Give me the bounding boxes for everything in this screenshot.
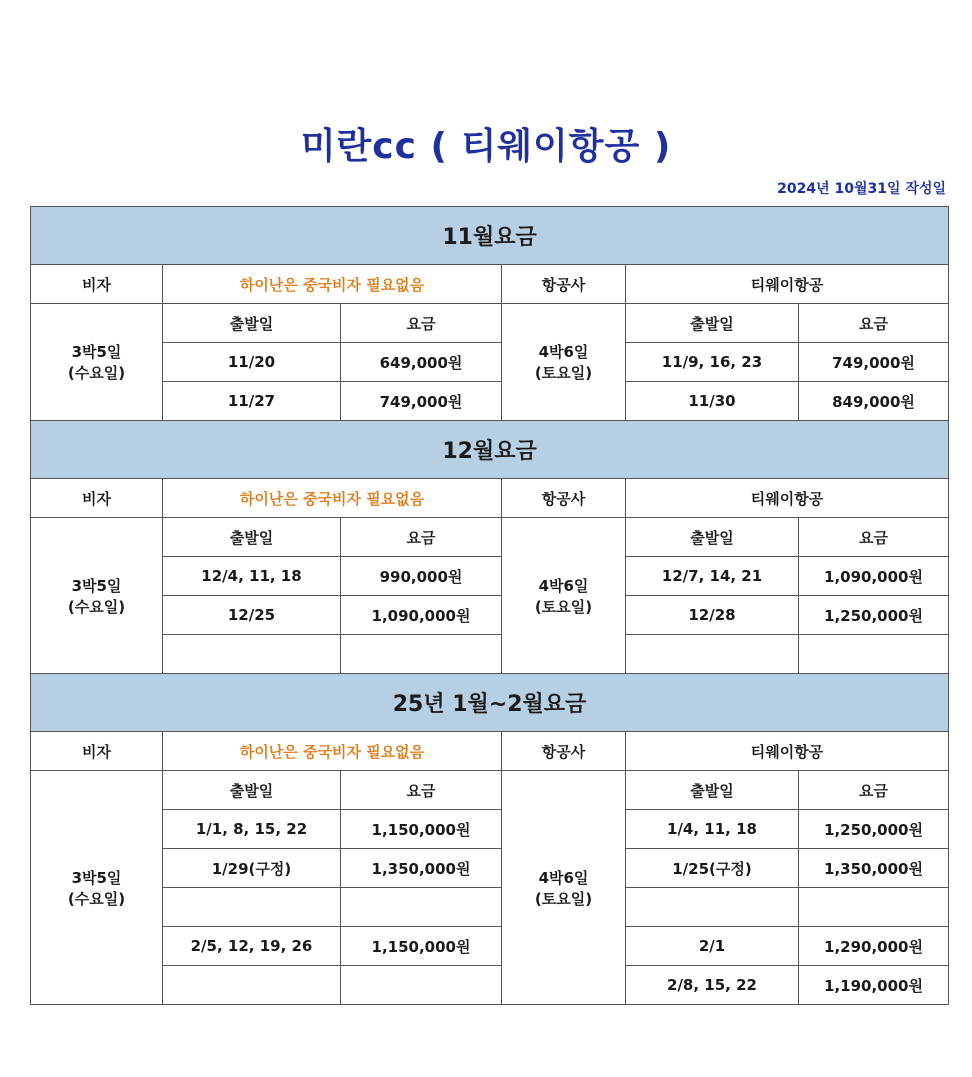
section-title: 25년 1월~2월요금 (31, 674, 949, 732)
right-fare: 1,250,000원 (799, 810, 949, 849)
left-departure-header: 출발일 (163, 518, 341, 557)
right-package: 4박6일 (토요일) (502, 518, 626, 674)
right-departure-date: 2/1 (626, 927, 799, 966)
left-fare: 990,000원 (341, 557, 502, 596)
left-departure-date (163, 888, 341, 927)
right-departure-date: 2/8, 15, 22 (626, 966, 799, 1005)
written-date: 2024년 10월31일 작성일 (777, 181, 946, 197)
left-departure-date: 2/5, 12, 19, 26 (163, 927, 341, 966)
airline-label: 항공사 (502, 479, 626, 518)
left-fare (341, 966, 502, 1005)
left-package: 3박5일 (수요일) (31, 771, 163, 1005)
right-departure-header: 출발일 (626, 518, 799, 557)
visa-note: 하이난은 중국비자 필요없음 (163, 479, 502, 518)
fare-table-body (31, 207, 949, 1005)
table-row (31, 966, 949, 1005)
right-fare-header: 요금 (799, 304, 949, 343)
left-fare: 1,090,000원 (341, 596, 502, 635)
left-fare: 1,150,000원 (341, 927, 502, 966)
visa-note: 하이난은 중국비자 필요없음 (163, 732, 502, 771)
right-departure-date: 12/28 (626, 596, 799, 635)
left-fare-header: 요금 (341, 518, 502, 557)
column-header-row (31, 771, 949, 810)
right-fare: 1,250,000원 (799, 596, 949, 635)
left-fare-header: 요금 (341, 304, 502, 343)
airline-name: 티웨이항공 (626, 265, 949, 304)
right-fare: 1,350,000원 (799, 849, 949, 888)
table-row (31, 596, 949, 635)
page-title: 미란cc ( 티웨이항공 ) (300, 126, 672, 167)
right-fare (799, 635, 949, 674)
left-departure-date (163, 635, 341, 674)
left-departure-header: 출발일 (163, 304, 341, 343)
table-row (31, 927, 949, 966)
info-row (31, 479, 949, 518)
column-header-row (31, 518, 949, 557)
table-row (31, 810, 949, 849)
left-fare (341, 635, 502, 674)
right-departure-date: 12/7, 14, 21 (626, 557, 799, 596)
right-departure-header: 출발일 (626, 771, 799, 810)
right-fare: 1,190,000원 (799, 966, 949, 1005)
section-title: 12월요금 (31, 421, 949, 479)
left-departure-date: 11/20 (163, 343, 341, 382)
left-fare: 749,000원 (341, 382, 502, 421)
right-fare: 849,000원 (799, 382, 949, 421)
left-fare: 1,350,000원 (341, 849, 502, 888)
table-row (31, 557, 949, 596)
left-fare (341, 888, 502, 927)
right-departure-date: 11/9, 16, 23 (626, 343, 799, 382)
right-fare: 1,090,000원 (799, 557, 949, 596)
right-departure-date (626, 635, 799, 674)
right-fare-header: 요금 (799, 518, 949, 557)
airline-label: 항공사 (502, 732, 626, 771)
left-departure-date: 1/1, 8, 15, 22 (163, 810, 341, 849)
section-title: 11월요금 (31, 207, 949, 265)
table-row (31, 382, 949, 421)
right-package: 4박6일 (토요일) (502, 771, 626, 1005)
right-departure-date: 1/25(구정) (626, 849, 799, 888)
left-departure-date: 1/29(구정) (163, 849, 341, 888)
visa-label: 비자 (31, 265, 163, 304)
left-fare: 1,150,000원 (341, 810, 502, 849)
right-package: 4박6일 (토요일) (502, 304, 626, 421)
left-departure-date: 12/4, 11, 18 (163, 557, 341, 596)
right-fare: 1,290,000원 (799, 927, 949, 966)
column-header-row (31, 304, 949, 343)
left-departure-date: 11/27 (163, 382, 341, 421)
right-fare-header: 요금 (799, 771, 949, 810)
section-header-row (31, 421, 949, 479)
info-row (31, 732, 949, 771)
table-row (31, 849, 949, 888)
left-departure-date (163, 966, 341, 1005)
right-departure-header: 출발일 (626, 304, 799, 343)
left-departure-date: 12/25 (163, 596, 341, 635)
visa-note: 하이난은 중국비자 필요없음 (163, 265, 502, 304)
airline-name: 티웨이항공 (626, 732, 949, 771)
table-row (31, 635, 949, 674)
right-fare (799, 888, 949, 927)
right-departure-date: 11/30 (626, 382, 799, 421)
table-row (31, 343, 949, 382)
visa-label: 비자 (31, 732, 163, 771)
section-header-row (31, 674, 949, 732)
left-package: 3박5일 (수요일) (31, 304, 163, 421)
right-departure-date (626, 888, 799, 927)
fare-table (30, 206, 949, 1005)
info-row (31, 265, 949, 304)
visa-label: 비자 (31, 479, 163, 518)
left-fare: 649,000원 (341, 343, 502, 382)
section-header-row (31, 207, 949, 265)
airline-name: 티웨이항공 (626, 479, 949, 518)
left-fare-header: 요금 (341, 771, 502, 810)
right-fare: 749,000원 (799, 343, 949, 382)
airline-label: 항공사 (502, 265, 626, 304)
table-row (31, 888, 949, 927)
left-package: 3박5일 (수요일) (31, 518, 163, 674)
right-departure-date: 1/4, 11, 18 (626, 810, 799, 849)
left-departure-header: 출발일 (163, 771, 341, 810)
